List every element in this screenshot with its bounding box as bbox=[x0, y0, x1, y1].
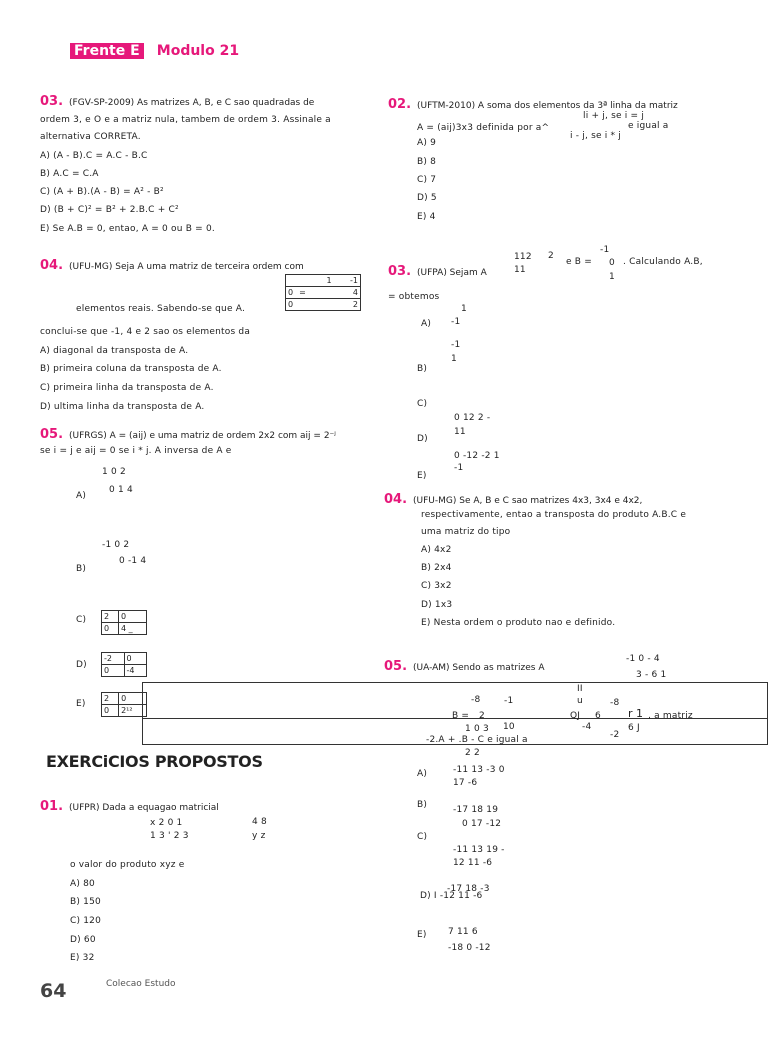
answer-val: 7 11 6 bbox=[448, 927, 478, 937]
matrix-val: 6 J bbox=[628, 723, 640, 733]
answer-val: -18 0 -12 bbox=[448, 943, 491, 953]
matrix-b-val: 1 bbox=[609, 272, 615, 282]
left-q04-line: elementos reais. Sabendo-se que A. bbox=[76, 304, 246, 314]
collection-label: Colecao Estudo bbox=[106, 979, 176, 989]
option-label: E) bbox=[417, 930, 427, 940]
left-q03-title: 03. (FGV-SP-2009) As matrizes A, B, e C sao quadradas de bbox=[40, 94, 315, 109]
right-q05-title: 05. (UA-AM) Sendo as matrizes A bbox=[384, 659, 545, 674]
answer-val: -11 13 -3 0 bbox=[453, 765, 505, 775]
option-label: C) bbox=[417, 832, 428, 842]
option-label: A) bbox=[421, 319, 432, 329]
option: A) 80 bbox=[70, 879, 95, 889]
halves: 2 2 bbox=[465, 748, 480, 758]
right-q04-line: respectivamente, entao a transposta do produto A.B.C e bbox=[421, 510, 687, 520]
left-q05-title: 05. (UFRGS) A = (aij) e uma matriz de ordem 2x2 com aij = 2⁻ʲ bbox=[40, 427, 336, 442]
eb-label: e B = bbox=[566, 257, 592, 267]
case-line: i - j, se i * j bbox=[570, 131, 622, 141]
matrix-val: -8 bbox=[610, 698, 620, 708]
option: B) 150 bbox=[70, 897, 101, 907]
box-line bbox=[142, 682, 143, 744]
header bbox=[70, 40, 239, 59]
answer-val: 17 -6 bbox=[453, 778, 478, 788]
option: E) Se A.B = 0, entao, A = 0 ou B = 0. bbox=[40, 224, 215, 234]
matrix-val: 6 bbox=[595, 711, 601, 721]
option: E) 32 bbox=[70, 953, 95, 963]
left-q03-line: ordem 3, e O e a matriz nula, tambem de ordem 3. Assinale a bbox=[40, 115, 331, 125]
option-label: A) bbox=[76, 491, 87, 501]
option-label: D) bbox=[417, 434, 428, 444]
option-label: B) bbox=[76, 564, 87, 574]
matrix-row: 4 8 bbox=[252, 817, 267, 827]
right-q03-title: 03. (UFPA) Sejam A bbox=[388, 264, 487, 279]
matrix-b-val: -1 bbox=[600, 245, 610, 255]
case-line: e igual a bbox=[628, 121, 669, 131]
matrix-d: -2 0 0 -4 bbox=[101, 652, 147, 677]
matriz-label: , a matriz bbox=[648, 711, 693, 721]
option-label: B) bbox=[417, 364, 428, 374]
answer-val: -1 bbox=[451, 317, 461, 327]
matrix-val: r 1 bbox=[628, 707, 644, 720]
option: C) primeira linha da transposta de A. bbox=[40, 383, 214, 393]
option: B) 2x4 bbox=[421, 563, 452, 573]
matrix-a-val: 11 bbox=[514, 265, 526, 275]
matrix-val: 10 bbox=[503, 722, 515, 732]
right-q02-line: A = (aij)3x3 definida por a^ bbox=[417, 123, 550, 133]
matrix-a-val: 112 bbox=[514, 252, 532, 262]
matrix-val: II bbox=[577, 684, 583, 694]
option: C) 3x2 bbox=[421, 581, 452, 591]
matrix-b-val: 0 bbox=[609, 258, 615, 268]
answer-val: -1 bbox=[451, 340, 461, 350]
matrix-val: QJ bbox=[570, 711, 581, 721]
p01-title: 01. (UFPR) Dada a equagao matricial bbox=[40, 799, 219, 814]
case-line: li + j, se i = j bbox=[583, 111, 645, 121]
matrix-row: -1 0 2 bbox=[102, 540, 130, 550]
option: B) 8 bbox=[417, 157, 437, 167]
option: B) A.C = C.A bbox=[40, 169, 99, 179]
box-line bbox=[767, 682, 768, 744]
option: D) ultima linha da transposta de A. bbox=[40, 402, 205, 412]
option: E) Nesta ordem o produto nao e definido. bbox=[421, 618, 616, 628]
left-q04-line: conclui-se que -1, 4 e 2 sao os elementos da bbox=[40, 327, 251, 337]
matrix-val: -4 bbox=[582, 722, 592, 732]
matrix-a-val: 2 bbox=[548, 251, 554, 261]
matrix-row: 1 3 ' 2 3 bbox=[150, 831, 189, 841]
matrix-row: 0 1 4 bbox=[109, 485, 133, 495]
right-q02-title: 02. (UFTM-2010) A soma dos elementos da 3ª linha da matriz bbox=[388, 97, 678, 112]
answer-val: -17 18 -3 bbox=[447, 884, 490, 894]
expression: -2.A + .B - C e igual a bbox=[426, 735, 528, 745]
option-label: D) bbox=[76, 660, 87, 670]
calc-label: . Calculando A.B, bbox=[623, 257, 703, 267]
option: D) 5 bbox=[417, 193, 437, 203]
option: D) 1x3 bbox=[421, 600, 453, 610]
answer-val: 1 bbox=[451, 354, 457, 364]
answer-val: -11 13 19 - bbox=[453, 845, 505, 855]
option-label: C) bbox=[76, 615, 87, 625]
obtemos-label: = obtemos bbox=[388, 292, 440, 302]
option: C) 7 bbox=[417, 175, 437, 185]
answer-val: 11 bbox=[454, 427, 466, 437]
right-q04-title: 04. (UFU-MG) Se A, B e C sao matrizes 4x3, 3x4 e 4x2, bbox=[384, 492, 643, 507]
modulo-label: Modulo 21 bbox=[156, 43, 240, 59]
left-q03-line: alternativa CORRETA. bbox=[40, 132, 141, 142]
option: A) (A - B).C = A.C - B.C bbox=[40, 151, 148, 161]
matrix-val: -1 bbox=[504, 696, 514, 706]
matrix-val: u bbox=[577, 696, 583, 706]
page-number: 64 bbox=[40, 980, 67, 1002]
option-label: C) bbox=[417, 399, 428, 409]
frente-label: Frente E bbox=[70, 43, 144, 59]
option: A) diagonal da transposta de A. bbox=[40, 346, 189, 356]
answer-val: 12 11 -6 bbox=[453, 858, 493, 868]
matrix-val: 1 0 3 bbox=[465, 724, 489, 734]
answer-val: -17 18 19 bbox=[453, 805, 499, 815]
answer-val: D) I -12 11 -6 bbox=[420, 891, 483, 901]
option: A) 9 bbox=[417, 138, 437, 148]
box-line bbox=[142, 682, 768, 683]
matrix-e: 2 0 0 2¹² bbox=[101, 692, 147, 717]
matrix-row: x 2 0 1 bbox=[150, 818, 183, 828]
matrix-row: 0 -1 4 bbox=[119, 556, 147, 566]
matrix-row: 1 0 2 bbox=[102, 467, 126, 477]
right-q04-line: uma matriz do tipo bbox=[421, 527, 511, 537]
matrix-row: y z bbox=[252, 831, 266, 841]
option-label: E) bbox=[76, 699, 86, 709]
option: E) 4 bbox=[417, 212, 436, 222]
option-label: A) bbox=[417, 769, 428, 779]
answer-val: 0 12 2 - bbox=[454, 413, 491, 423]
answer-val: -1 bbox=[454, 463, 464, 473]
matrix-val: 2 bbox=[479, 711, 485, 721]
left-q04-title: 04. (UFU-MG) Seja A uma matriz de terceira ordem com bbox=[40, 258, 304, 273]
answer-val: 0 17 -12 bbox=[462, 819, 502, 829]
option: D) 60 bbox=[70, 935, 96, 945]
b-label: B = bbox=[452, 711, 470, 721]
option-label: B) bbox=[417, 800, 428, 810]
answer-val: 0 -12 -2 1 bbox=[454, 451, 500, 461]
option: B) primeira coluna da transposta de A. bbox=[40, 364, 222, 374]
section-heading: EXERCiCIOS PROPOSTOS bbox=[46, 752, 263, 771]
left-q05-line: se i = j e aij = 0 se i * j. A inversa de A e bbox=[40, 446, 232, 456]
matrix-val: -8 bbox=[471, 695, 481, 705]
matrix-a-row: -1 0 - 4 bbox=[626, 654, 660, 664]
p01-line: o valor do produto xyz e bbox=[70, 860, 185, 870]
matrix-a-row: 3 - 6 1 bbox=[636, 670, 667, 680]
option-label: E) bbox=[417, 471, 427, 481]
q04-matrix: 1 -1 0 = 4 0 2 bbox=[285, 274, 361, 311]
matrix-c: 2 0 0 4 _ bbox=[101, 610, 147, 635]
answer-val: 1 bbox=[461, 304, 467, 314]
option: A) 4x2 bbox=[421, 545, 452, 555]
option: C) 120 bbox=[70, 916, 102, 926]
option: C) (A + B).(A - B) = A² - B² bbox=[40, 187, 164, 197]
matrix-val: -2 bbox=[610, 730, 620, 740]
option: D) (B + C)² = B² + 2.B.C + C² bbox=[40, 205, 179, 215]
